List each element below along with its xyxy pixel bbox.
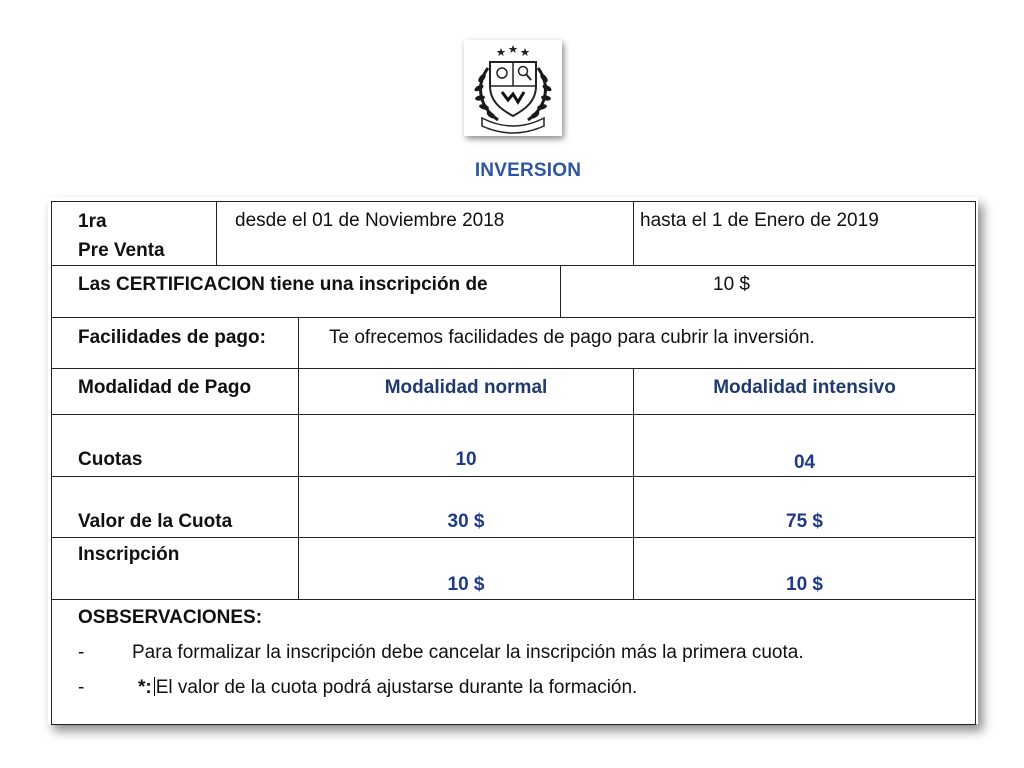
preventa-label bbox=[52, 202, 217, 266]
table-row bbox=[52, 266, 976, 318]
preventa-to: hasta el 1 de Enero de 2019 bbox=[634, 202, 976, 266]
bullet-dash: - bbox=[78, 677, 85, 698]
preventa-label-line2: Pre Venta bbox=[78, 240, 165, 261]
page-title: INVERSION bbox=[474, 160, 582, 181]
inscripcion-value: 10 $ bbox=[561, 266, 976, 318]
preventa-label-line1: 1ra bbox=[78, 211, 107, 232]
shield-crest-icon bbox=[464, 40, 562, 136]
preventa-from: desde el 01 de Noviembre 2018 bbox=[217, 202, 634, 266]
facilidades-label: Facilidades de pago: bbox=[52, 318, 299, 369]
insc-intensivo: 10 $ bbox=[634, 538, 976, 600]
modalidad-intensivo: Modalidad intensivo bbox=[634, 369, 976, 415]
valor-intensivo: 75 $ bbox=[634, 477, 976, 538]
text-cursor bbox=[154, 677, 155, 696]
inscripcion-label: Las CERTIFICACION tiene una inscripción de bbox=[52, 266, 561, 318]
table-row bbox=[52, 202, 976, 266]
insc-label: Inscripción bbox=[52, 538, 299, 600]
facilidades-text: Te ofrecemos facilidades de pago para cubrir la inversión. bbox=[299, 318, 976, 369]
list-item bbox=[78, 639, 949, 666]
asterisk-marker: *: bbox=[138, 677, 152, 698]
modalidad-normal: Modalidad normal bbox=[299, 369, 634, 415]
table-row bbox=[52, 318, 976, 369]
observaciones-title: OSBSERVACIONES: bbox=[78, 607, 263, 628]
valor-label: Valor de la Cuota bbox=[52, 477, 299, 538]
observaciones bbox=[52, 600, 976, 725]
table-row bbox=[52, 600, 976, 725]
table-row bbox=[52, 477, 976, 538]
bullet-dash: - bbox=[78, 642, 85, 663]
observaciones-list bbox=[78, 639, 949, 701]
insc-normal: 10 $ bbox=[299, 538, 634, 600]
investment-card bbox=[48, 197, 978, 724]
cuotas-label: Cuotas bbox=[52, 415, 299, 477]
logo bbox=[464, 40, 562, 136]
list-item bbox=[78, 674, 949, 701]
cuotas-normal: 10 bbox=[299, 415, 634, 477]
modalidad-label: Modalidad de Pago bbox=[52, 369, 299, 415]
table-row bbox=[52, 538, 976, 600]
observacion-text-2 bbox=[138, 674, 637, 701]
observacion-text: El valor de la cuota podrá ajustarse durante la formación. bbox=[155, 677, 638, 698]
observacion-text: Para formalizar la inscripción debe cancelar la inscripción más la primera cuota. bbox=[132, 642, 804, 663]
table-row bbox=[52, 415, 976, 477]
cuotas-intensivo: 04 bbox=[634, 415, 976, 477]
valor-normal: 30 $ bbox=[299, 477, 634, 538]
table-row bbox=[52, 369, 976, 415]
investment-table bbox=[51, 201, 976, 725]
